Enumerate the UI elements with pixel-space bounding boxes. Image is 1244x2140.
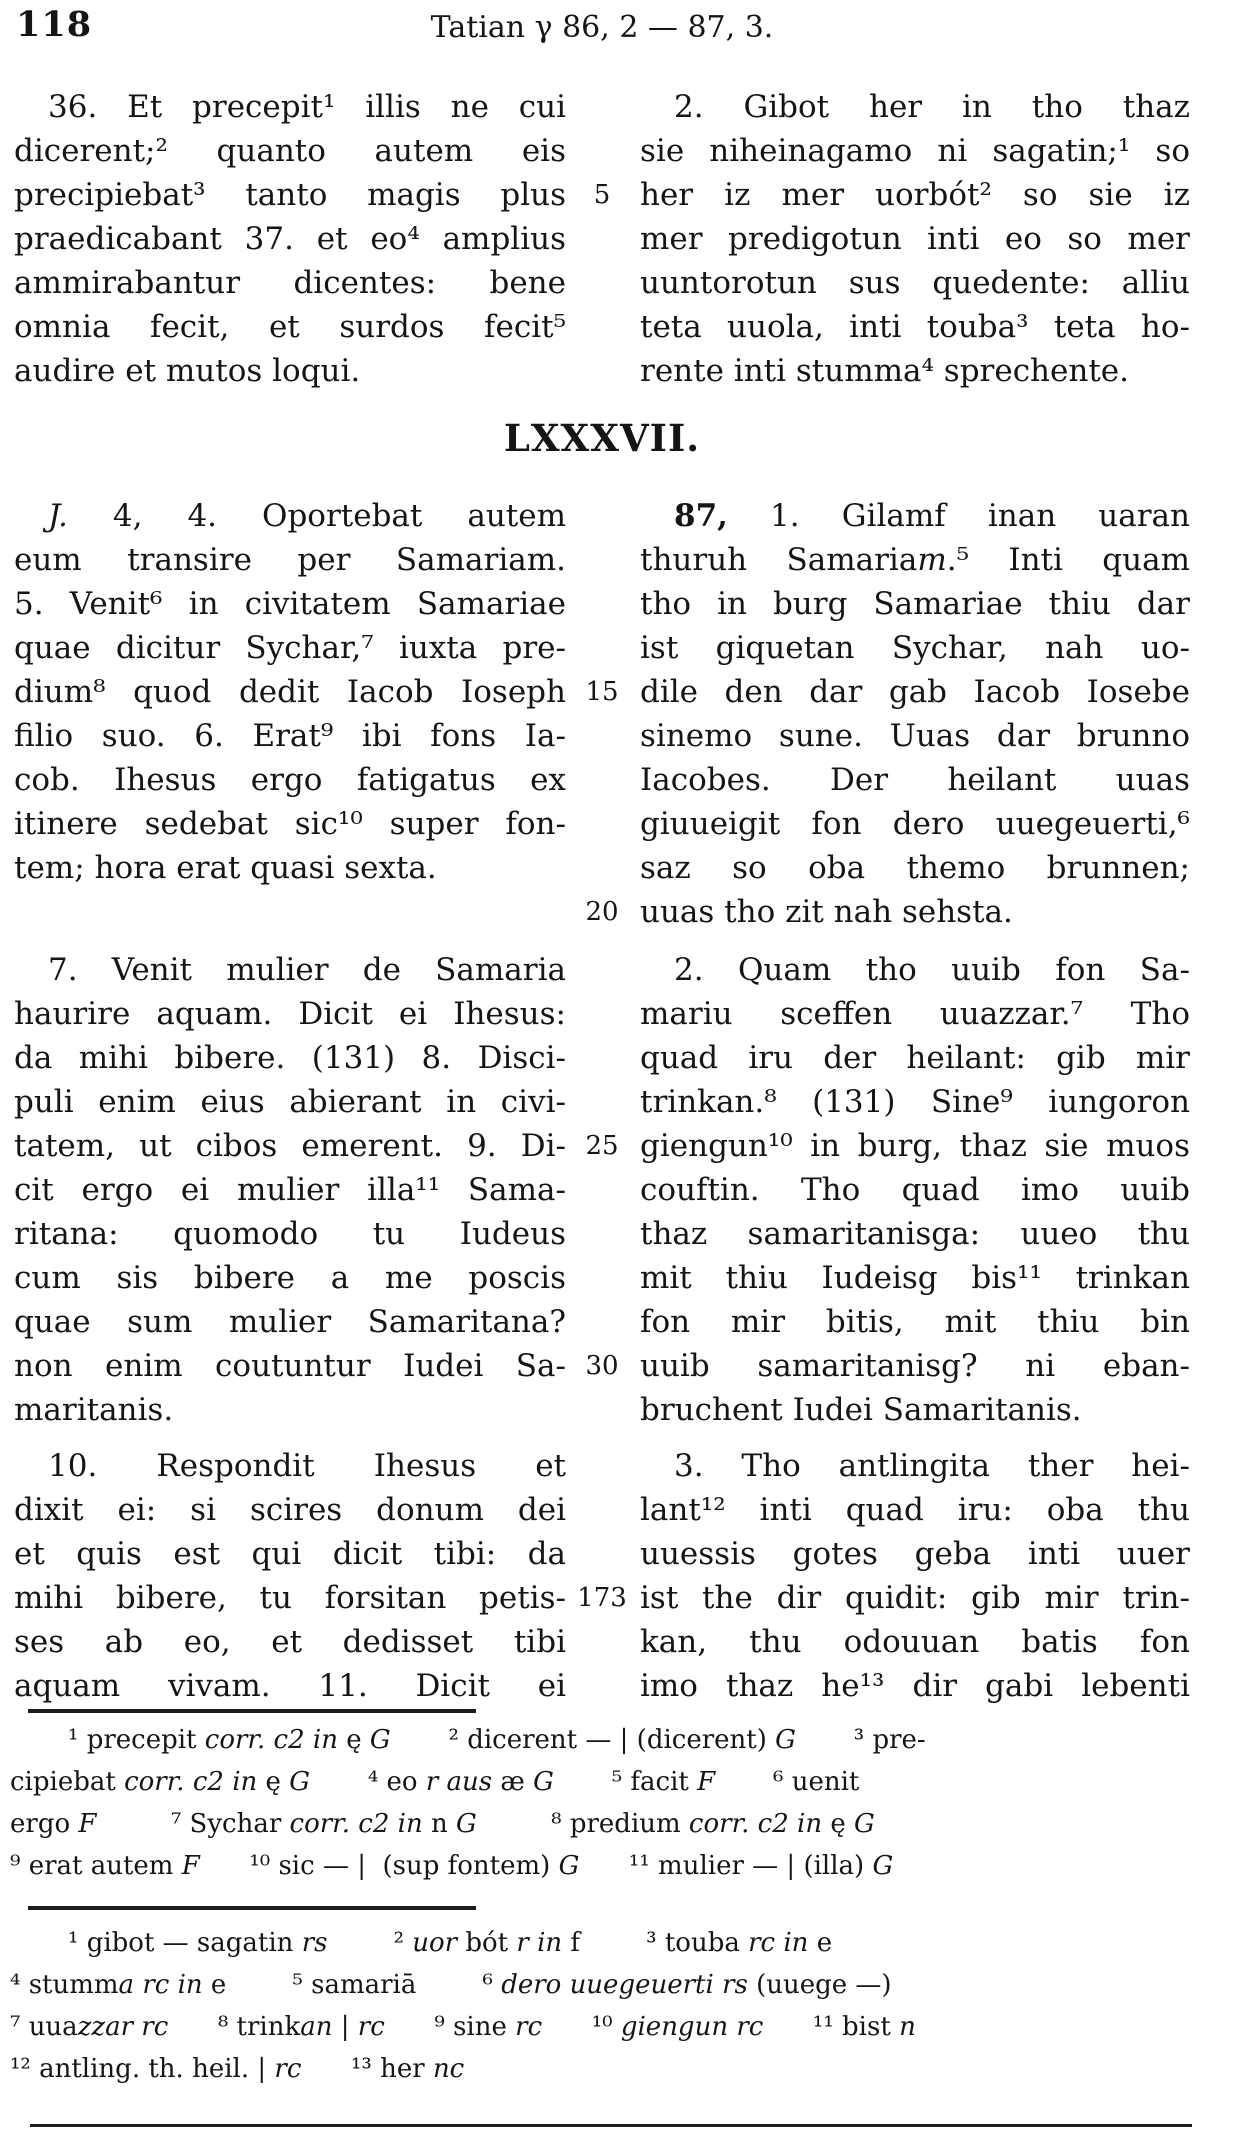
text-line: thaz samaritanisga: uueo thu <box>640 1216 1190 1252</box>
text-line <box>640 538 1190 582</box>
text-segment: n <box>899 2012 916 2042</box>
text-line: mariu sceffen uuazzar.⁷ Tho <box>640 996 1190 1032</box>
text-segment: ¹¹ bist <box>763 2012 900 2042</box>
footnote-line <box>10 1761 1210 1803</box>
text-segment: ² dicerent — | (dicerent) <box>390 1725 776 1755</box>
text-line: trinkan.⁸ (131) Sine⁹ iungoron <box>640 1084 1190 1120</box>
bottom-rule <box>30 2124 1192 2127</box>
text-segment: rc <box>515 2012 543 2042</box>
text-line: 3. Tho antlingita ther hei- <box>674 1448 1190 1484</box>
footnote-block-latin <box>10 1719 1210 1887</box>
text-segment: ¹³ her <box>301 2054 433 2084</box>
text-segment: ⁵ samariā <box>226 1970 417 2000</box>
text-line: filio suo. 6. Erat⁹ ibi fons Ia- <box>14 718 566 754</box>
footnote-line <box>10 2048 1210 2090</box>
text-line: sinemo sune. Uuas dar brunno <box>640 718 1190 754</box>
text-segment: ¹ gibot — sagatin <box>68 1928 302 1958</box>
paragraph <box>14 85 566 393</box>
text-segment: .⁵ Inti quam <box>946 542 1190 578</box>
text-segment: rc <box>274 2054 302 2084</box>
text-line: mer predigotun inti eo so mer <box>640 221 1190 257</box>
text-segment: a <box>118 1970 135 2000</box>
text-line: puli enim eius abierant in civi- <box>14 1084 566 1120</box>
text-line: quad iru der heilant: gib mir <box>640 1040 1190 1076</box>
text-segment: 87, <box>674 498 728 534</box>
text-segment: ⁶ <box>416 1970 502 2000</box>
text-segment: G <box>533 1767 554 1797</box>
line-number: 15 <box>585 677 619 707</box>
text-segment: zzar <box>77 2012 134 2042</box>
text-segment: ⁷ uua <box>10 2012 78 2042</box>
text-line: ammirabantur dicentes: bene <box>14 265 566 301</box>
text-line: quae dicitur Sychar,⁷ iuxta pre- <box>14 630 566 666</box>
text-segment: ergo <box>10 1809 79 1839</box>
text-segment: | <box>332 2012 358 2042</box>
text-line: fon mir bitis, mit thiu bin <box>640 1304 1190 1340</box>
page-number: 118 <box>16 4 93 45</box>
text-segment: r in <box>516 1928 563 1958</box>
text-line: uuntorotun sus quedente: alliu <box>640 265 1190 301</box>
text-line: non enim coutuntur Iudei Sa- <box>14 1348 566 1384</box>
text-segment: corr. c2 in <box>124 1767 258 1797</box>
text-segment: n <box>422 1809 456 1839</box>
text-segment: corr. c2 in <box>289 1809 423 1839</box>
text-line: uuessis gotes geba inti uuer <box>640 1536 1190 1572</box>
text-segment: nc <box>432 2054 465 2084</box>
running-title: Tatian γ 86, 2 — 87, 3. <box>430 10 774 45</box>
text-segment <box>438 1767 446 1797</box>
text-line: saz so oba themo brunnen; <box>640 850 1190 886</box>
text-line: dixit ei: si scires donum dei <box>14 1492 566 1528</box>
text-segment: G <box>872 1851 894 1881</box>
text-segment: 4, 4. Oportebat autem <box>67 498 566 534</box>
text-line: uuib samaritanisg? ni eban- <box>640 1348 1190 1384</box>
text-segment: G <box>289 1767 310 1797</box>
text-line: 2. Quam tho uuib fon Sa- <box>674 952 1190 988</box>
text-segment: ⁵ facit <box>553 1767 698 1797</box>
text-segment: æ <box>492 1767 534 1797</box>
paragraph <box>640 85 1190 393</box>
text-line: Iacobes. Der heilant uuas <box>640 762 1190 798</box>
text-segment: F <box>181 1851 200 1881</box>
text-segment: ¹¹ mulier — | (illa) <box>579 1851 873 1881</box>
text-segment: (uuege —) <box>747 1970 892 2000</box>
text-line: bruchent Iudei Samaritanis. <box>640 1392 1082 1428</box>
text-segment: f <box>562 1928 581 1958</box>
paragraph <box>640 948 1190 1432</box>
text-segment: F <box>697 1767 716 1797</box>
text-line: aquam vivam. 11. Dicit ei <box>14 1668 566 1704</box>
text-line: precipiebat³ tanto magis plus <box>14 177 566 213</box>
footnote-block-german <box>10 1922 1210 2090</box>
text-segment: ³ pre- <box>795 1725 926 1755</box>
line-number: 30 <box>585 1351 619 1381</box>
footnote-line <box>10 1964 1210 2006</box>
text-segment: 1. Gilamf inan uaran <box>727 498 1190 534</box>
footnote-line <box>10 1922 1210 1964</box>
text-segment: ę <box>337 1725 370 1755</box>
text-line: dicerent;² quanto autem eis <box>14 133 566 169</box>
text-segment: rc <box>736 2012 764 2042</box>
text-segment: r <box>425 1767 439 1797</box>
text-segment: ¹ precepit <box>68 1725 205 1755</box>
text-line: rente inti stumma⁴ sprechente. <box>640 353 1129 389</box>
section-heading: LXXXVII. <box>503 416 701 460</box>
text-line: omnia fecit, et surdos fecit⁵ <box>14 309 566 345</box>
text-line: et quis est qui dicit tibi: da <box>14 1536 566 1572</box>
text-segment: ¹² antling. th. heil. | <box>10 2054 275 2084</box>
text-line: teta uuola, inti touba³ teta ho- <box>640 309 1190 345</box>
text-segment: rc in <box>142 1970 203 2000</box>
text-line: giengun¹⁰ in burg, thaz sie muos <box>640 1128 1190 1164</box>
text-segment: rc <box>357 2012 385 2042</box>
text-segment: G <box>854 1809 875 1839</box>
text-line: 10. Respondit Ihesus et <box>48 1448 566 1484</box>
text-line: dile den dar gab Iacob Iosebe <box>640 674 1190 710</box>
text-segment: giengun <box>620 2012 729 2042</box>
footnote-separator-rule <box>28 1906 476 1910</box>
text-segment: an <box>300 2012 333 2042</box>
text-line: imo thaz he¹³ dir gabi lebenti <box>640 1668 1190 1704</box>
text-segment: rs <box>301 1928 328 1958</box>
text-segment: e <box>808 1928 833 1958</box>
line-number: 173 <box>577 1583 627 1613</box>
text-segment: corr. c2 in <box>688 1809 823 1839</box>
text-segment: corr. c2 in <box>204 1725 338 1755</box>
text-segment: rc in <box>748 1928 809 1958</box>
text-segment: cipiebat <box>10 1767 125 1797</box>
line-number: 20 <box>585 897 619 927</box>
text-line: sie niheinagamo ni sagatin;¹ so <box>640 133 1190 169</box>
text-line: tatem, ut cibos emerent. 9. Di- <box>14 1128 566 1164</box>
text-line: maritanis. <box>14 1392 174 1428</box>
text-line: her iz mer uorbót² so sie iz <box>640 177 1190 213</box>
text-segment: G <box>558 1851 580 1881</box>
text-segment: uor <box>412 1928 458 1958</box>
text-line: mit thiu Iudeisg bis¹¹ trinkan <box>640 1260 1190 1296</box>
text-line: mihi bibere, tu forsitan petis- <box>14 1580 566 1616</box>
text-segment: dero uuegeuerti <box>501 1970 714 2000</box>
text-line: haurire aquam. Dicit ei Ihesus: <box>14 996 566 1032</box>
paragraph <box>14 948 566 1432</box>
text-segment <box>714 1970 722 2000</box>
text-line: cit ergo ei mulier illa¹¹ Sama- <box>14 1172 566 1208</box>
text-line: eum transire per Samariam. <box>14 542 566 578</box>
paragraph <box>14 494 566 890</box>
text-line: audire et mutos loqui. <box>14 353 361 389</box>
text-segment: ⁸ predium <box>476 1809 689 1839</box>
text-segment: ¹⁰ sic — | (sup fontem) <box>199 1851 559 1881</box>
footnote-line <box>10 1719 1210 1761</box>
text-line: itinere sedebat sic¹⁰ super fon- <box>14 806 566 842</box>
text-line: ritana: quomodo tu Iudeus <box>14 1216 566 1252</box>
text-segment: ⁴ stumm <box>10 1970 119 2000</box>
text-segment: ⁹ sine <box>384 2012 516 2042</box>
paragraph <box>640 494 1190 934</box>
text-line: 2. Gibot her in tho thaz <box>674 89 1190 125</box>
text-line: tho in burg Samariae thiu dar <box>640 586 1190 622</box>
text-segment: ⁸ trink <box>168 2012 301 2042</box>
text-line: ist giquetan Sychar, nah uo- <box>640 630 1190 666</box>
text-segment: rc <box>141 2012 169 2042</box>
text-segment: ⁶ uenit <box>715 1767 860 1797</box>
text-line: couftin. Tho quad imo uuib <box>640 1172 1190 1208</box>
line-number: 5 <box>593 180 611 210</box>
text-segment: ⁹ erat autem <box>10 1851 182 1881</box>
text-segment: G <box>455 1809 477 1839</box>
text-line: cob. Ihesus ergo fatigatus ex <box>14 762 566 798</box>
text-line: lant¹² inti quad iru: oba thu <box>640 1492 1190 1528</box>
text-line: giuueigit fon dero uuegeuerti,⁶ <box>640 806 1190 842</box>
text-line: 7. Venit mulier de Samaria <box>48 952 566 988</box>
text-line: 5. Venit⁶ in civitatem Samariae <box>14 586 566 622</box>
text-line: tem; hora erat quasi sexta. <box>14 850 437 886</box>
text-segment: aus <box>446 1767 493 1797</box>
text-line: quae sum mulier Samaritana? <box>14 1304 566 1340</box>
text-line: dium⁸ quod dedit Iacob Ioseph <box>14 674 566 710</box>
text-segment: ⁴ eo <box>309 1767 426 1797</box>
text-segment: ę <box>822 1809 855 1839</box>
footnote-line <box>10 1845 1210 1887</box>
text-line: kan, thu odouuan batis fon <box>640 1624 1190 1660</box>
text-line: ist the dir quidit: gib mir trin- <box>640 1580 1190 1616</box>
text-line: ses ab eo, et dedisset tibi <box>14 1624 566 1660</box>
paragraph <box>14 1444 566 1708</box>
text-segment: ¹⁰ <box>542 2012 621 2042</box>
text-line: uuas tho zit nah sehsta. <box>640 894 1013 930</box>
paragraph <box>640 1444 1190 1708</box>
text-line: praedicabant 37. et eo⁴ amplius <box>14 221 566 257</box>
text-line: da mihi bibere. (131) 8. Disci- <box>14 1040 566 1076</box>
line-number: 25 <box>585 1131 619 1161</box>
text-line <box>640 494 1190 538</box>
text-line <box>14 494 566 538</box>
text-segment: m <box>917 542 947 578</box>
text-segment: e <box>202 1970 227 2000</box>
text-segment: thuruh Samaria <box>640 542 918 578</box>
text-segment: J. <box>48 498 68 534</box>
text-segment: ² <box>327 1928 413 1958</box>
footnote-line <box>10 1803 1210 1845</box>
footnote-separator-rule <box>28 1709 476 1713</box>
text-segment: rs <box>722 1970 748 2000</box>
text-segment: G <box>775 1725 796 1755</box>
text-segment: ³ touba <box>580 1928 749 1958</box>
text-line: 36. Et precepit¹ illis ne cui <box>48 89 566 125</box>
text-line: cum sis bibere a me poscis <box>14 1260 566 1296</box>
text-segment: G <box>369 1725 391 1755</box>
footnote-line <box>10 2006 1210 2048</box>
text-segment: bót <box>457 1928 517 1958</box>
text-segment: ⁷ Sychar <box>96 1809 290 1839</box>
text-segment: ę <box>257 1767 290 1797</box>
text-segment: F <box>78 1809 97 1839</box>
